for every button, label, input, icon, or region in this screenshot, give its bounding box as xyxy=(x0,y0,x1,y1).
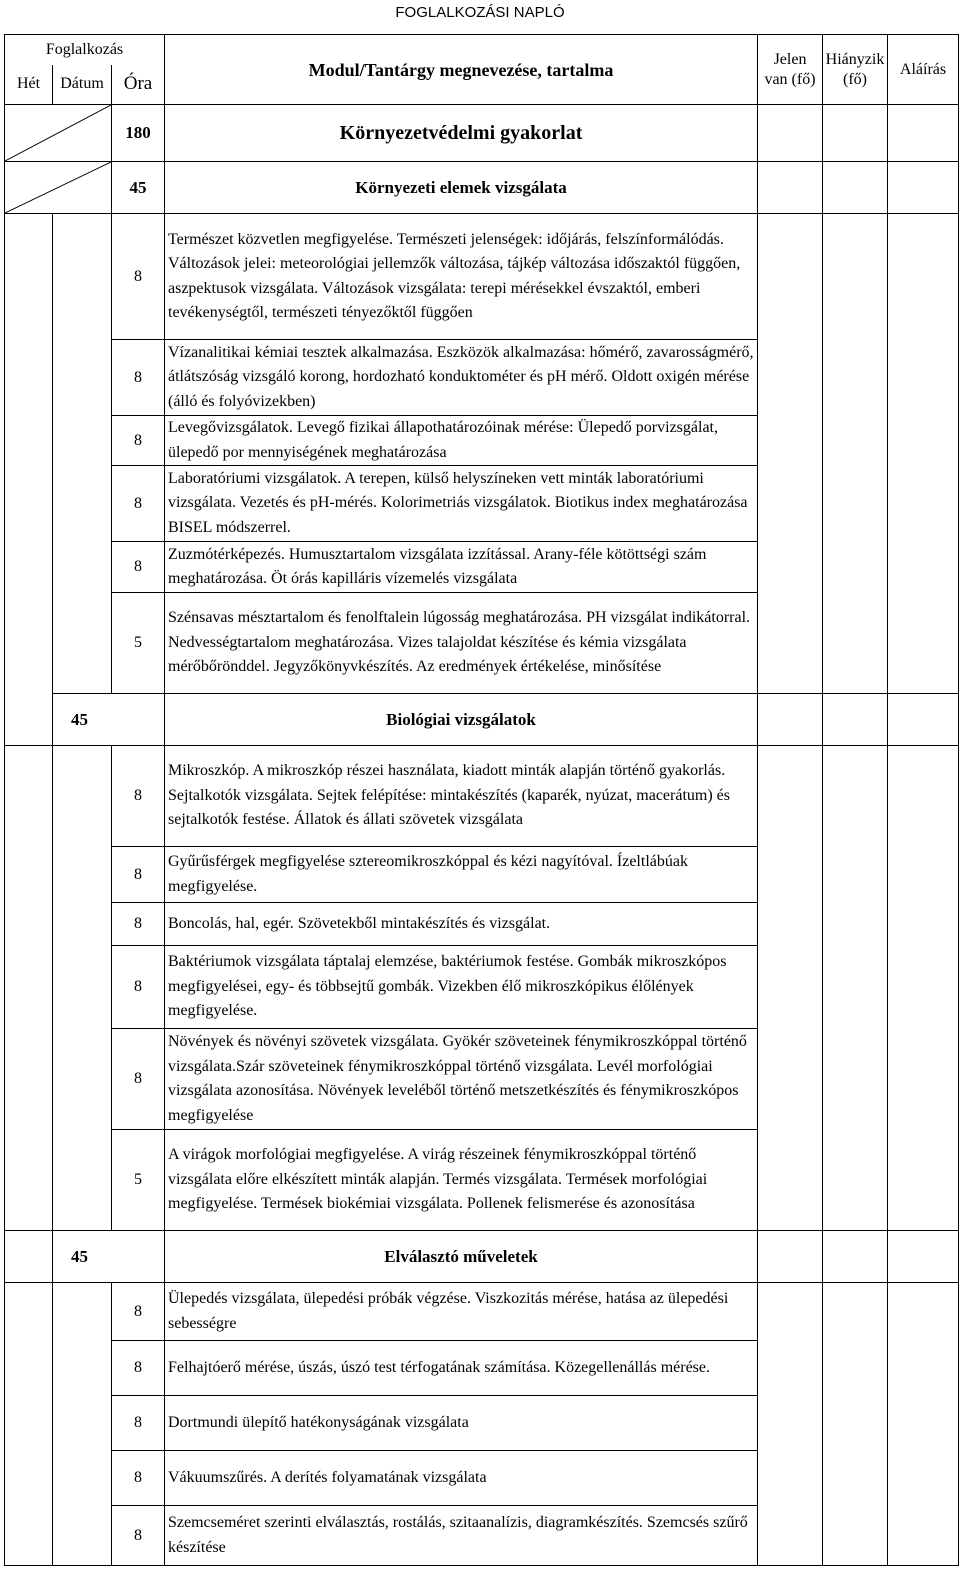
hianyzik-cell xyxy=(823,214,888,694)
row-hours: 8 xyxy=(112,542,165,593)
diagonal-line-icon xyxy=(5,162,111,213)
empty-cell xyxy=(823,1231,888,1283)
section-title: Elválasztó műveletek xyxy=(165,1231,758,1283)
table-row xyxy=(5,1283,959,1341)
row-hours: 5 xyxy=(112,1130,165,1231)
empty-cell xyxy=(758,105,823,162)
hianyzik-cell xyxy=(823,746,888,1231)
header-jelen xyxy=(758,35,823,105)
activity-log-table xyxy=(4,34,959,1566)
alairas-cell xyxy=(888,746,959,1231)
row-hours: 8 xyxy=(112,214,165,340)
header-het: Hét xyxy=(5,65,53,105)
het-cell xyxy=(5,746,53,1231)
header-alairas: Aláírás xyxy=(888,35,959,105)
datum-cell xyxy=(53,214,112,694)
empty-cell xyxy=(823,105,888,162)
datum-cell xyxy=(53,1283,112,1566)
jelen-cell xyxy=(758,1283,823,1566)
header-datum: Dátum xyxy=(53,65,112,105)
row-topic: Ülepedés vizsgálata, ülepedési próbák végzése. Viszkozitás mérése, hatása az ülepedési sebességre xyxy=(165,1283,758,1341)
het-cell xyxy=(5,214,53,694)
empty-cell xyxy=(888,1231,959,1283)
row-hours: 8 xyxy=(112,746,165,847)
section-hours: 45 xyxy=(53,694,165,746)
row-topic: Szemcseméret szerinti elválasztás, rostálás, szitaanalízis, diagramkészítés. Szemcsés szűrő készítése xyxy=(165,1506,758,1566)
section-title: Környezeti elemek vizsgálata xyxy=(165,162,758,214)
datum-cell xyxy=(53,746,112,1231)
empty-cell xyxy=(5,694,53,746)
table-row xyxy=(5,214,959,340)
row-hours: 8 xyxy=(112,1283,165,1341)
header-jelen-line1: Jelen xyxy=(773,50,807,68)
header-foglalkozas: Foglalkozás xyxy=(5,35,165,65)
row-hours: 8 xyxy=(112,1506,165,1566)
empty-cell xyxy=(888,162,959,214)
main-section-diagonal xyxy=(5,105,112,162)
row-topic: Boncolás, hal, egér. Szövetekből mintakészítés és vizsgálat. xyxy=(165,903,758,946)
row-hours: 8 xyxy=(112,340,165,416)
row-hours: 8 xyxy=(112,466,165,542)
row-topic: Laboratóriumi vizsgálatok. A terepen, külső helyszíneken vett minták laboratóriumi vizsgálata. Vezetés és pH-mérés. Kolorimetriás vizsgálatok. Biotikus index meghatározása BISEL módszerrel. xyxy=(165,466,758,542)
row-hours: 8 xyxy=(112,903,165,946)
empty-cell xyxy=(888,694,959,746)
row-topic: Gyűrűsférgek megfigyelése sztereomikroszkóppal és kézi nagyítóval. Ízeltlábúak megfigyelése. xyxy=(165,847,758,903)
row-hours: 8 xyxy=(112,847,165,903)
header-hianyzik-line2: (fő) xyxy=(843,70,867,88)
header-modul: Modul/Tantárgy megnevezése, tartalma xyxy=(165,35,758,105)
row-hours: 8 xyxy=(112,1341,165,1396)
header-ora: Óra xyxy=(112,65,165,105)
row-topic: Vákuumszűrés. A derítés folyamatának vizsgálata xyxy=(165,1451,758,1506)
table-row xyxy=(5,746,959,847)
empty-cell xyxy=(823,694,888,746)
row-topic: Természet közvetlen megfigyelése. Természeti jelenségek: időjárás, felszínformálódás. Változások jelei: meteorológiai jellemzők változása, tájkép változása időszaktól függően, aszpektusok vizsgálata. Változások vizsgálata: terepi mérésekkel évszaktól, emberi tevékenységtől, természeti tényezőktől függően xyxy=(165,214,758,340)
header-hianyzik-line1: Hiányzik xyxy=(825,50,885,68)
section-hours: 45 xyxy=(53,1231,165,1283)
het-cell xyxy=(5,1283,53,1566)
empty-cell xyxy=(758,1231,823,1283)
row-topic: Mikroszkóp. A mikroszkóp részei használata, kiadott minták alapján történő gyakorlás. Sejtalkotók vizsgálata. Sejtek felépítése: mintakészítés (kaparék, nyúzat, macerátum) és sejtalkotók festése. Állatok és állati szövetek vizsgálata xyxy=(165,746,758,847)
empty-cell xyxy=(758,162,823,214)
empty-cell xyxy=(888,105,959,162)
hianyzik-cell xyxy=(823,1283,888,1566)
header-jelen-line2: van (fő) xyxy=(764,70,816,88)
section1-diagonal xyxy=(5,162,112,214)
header-hianyzik xyxy=(823,35,888,105)
row-topic: Baktériumok vizsgálata táptalaj elemzése, baktériumok festése. Gombák mikroszkópos megfigyelései, egy- és többsejtű gombák. Vizekben élő mikroszkópikus élőlények megfigyelése. xyxy=(165,946,758,1029)
jelen-cell xyxy=(758,746,823,1231)
empty-cell xyxy=(758,694,823,746)
row-hours: 8 xyxy=(112,946,165,1029)
section-title: Biológiai vizsgálatok xyxy=(165,694,758,746)
main-section-hours: 180 xyxy=(112,105,165,162)
row-topic: Felhajtóerő mérése, úszás, úszó test térfogatának számítása. Közegellenállás mérése. xyxy=(165,1341,758,1396)
row-hours: 8 xyxy=(112,1451,165,1506)
section-hours: 45 xyxy=(112,162,165,214)
row-topic: Szénsavas mésztartalom és fenolftalein lúgosság meghatározása. PH vizsgálat indikátorral. Nedvességtartalom meghatározása. Vizes talajoldat készítése és kémia vizsgálata mérőbőrönddel. Jegyzőkönyvkészítés. Az eredmények értékelése, minősítése xyxy=(165,593,758,694)
alairas-cell xyxy=(888,1283,959,1566)
row-topic: Növények és növényi szövetek vizsgálata. Gyökér szöveteinek fénymikroszkóppal történő vizsgálata.Szár szöveteinek fénymikroszkóppal történő vizsgálata. Levél morfológiai vizsgálata azonosítása. Növények leveléből történő metszetkészítés és fénymikroszkópos megfigyelése xyxy=(165,1029,758,1130)
main-section-title: Környezetvédelmi gyakorlat xyxy=(165,105,758,162)
page-title: FOGLALKOZÁSI NAPLÓ xyxy=(395,4,565,21)
row-topic: Zuzmótérképezés. Humusztartalom vizsgálata izzítással. Arany-féle kötöttségi szám meghatározása. Öt órás kapilláris vízemelés vizsgálata xyxy=(165,542,758,593)
row-topic: A virágok morfológiai megfigyelése. A virág részeinek fénymikroszkóppal történő vizsgálata előre elkészített minták alapján. Termés vizsgálata. Termések morfológiai megfigyelése. Termések biokémiai vizsgálata. Pollenek felismerése és azonosítása xyxy=(165,1130,758,1231)
empty-cell xyxy=(5,1231,53,1283)
row-hours: 8 xyxy=(112,1396,165,1451)
alairas-cell xyxy=(888,214,959,694)
row-topic: Dortmundi ülepítő hatékonyságának vizsgálata xyxy=(165,1396,758,1451)
row-topic: Vízanalitikai kémiai tesztek alkalmazása. Eszközök alkalmazása: hőmérő, zavarosságmérő, átlátszóság vizsgáló korong, hordozható konduktométer és pH mérő. Oldott oxigén mérése (álló és folyóvizekben) xyxy=(165,340,758,416)
row-topic: Levegővizsgálatok. Levegő fizikai állapothatározóinak mérése: Ülepedő porvizsgálat, ülepedő por mennyiségének meghatározása xyxy=(165,416,758,466)
diagonal-line-icon xyxy=(5,105,111,161)
empty-cell xyxy=(823,162,888,214)
row-hours: 8 xyxy=(112,1029,165,1130)
row-hours: 5 xyxy=(112,593,165,694)
row-hours: 8 xyxy=(112,416,165,466)
jelen-cell xyxy=(758,214,823,694)
